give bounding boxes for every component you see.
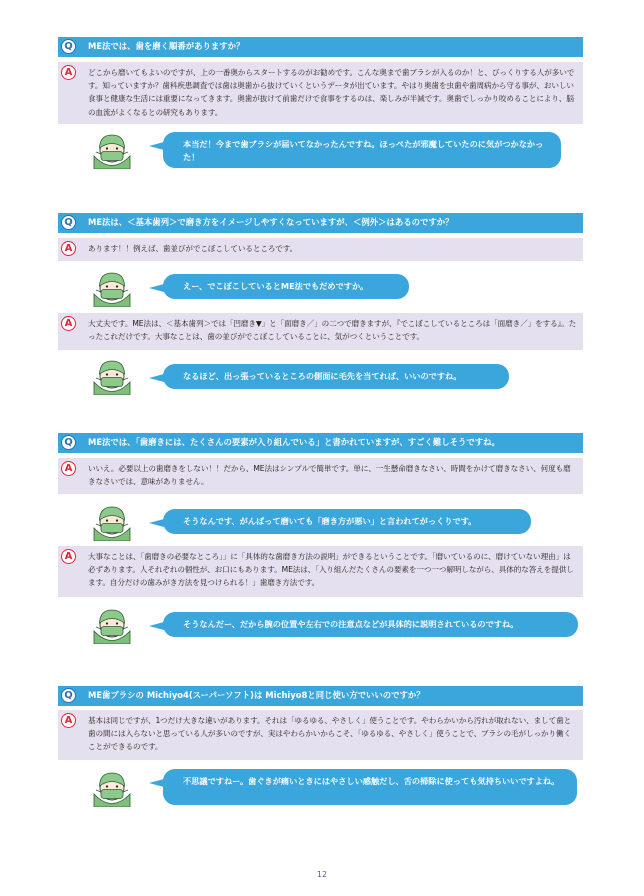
comment-text: 不思議ですねー。歯ぐきが痛いときにはやさしい感触だし、舌の掃除に使っても気持ちいいですよね。 <box>183 776 560 786</box>
question-bar <box>58 686 583 706</box>
speech-bubble <box>163 509 531 534</box>
dentist-avatar-icon <box>92 269 132 307</box>
a-badge-icon: A <box>61 65 76 80</box>
question-bar <box>58 213 583 233</box>
speech-bubble <box>163 132 561 168</box>
a-badge-icon: A <box>61 316 76 331</box>
question-text: ME法では、歯を磨く順番がありますか？ <box>88 41 245 51</box>
dentist-avatar-icon <box>92 357 132 395</box>
question-bar <box>58 37 583 57</box>
a-badge-icon: A <box>61 461 76 476</box>
comment-text: 本当だ！今まで歯ブラシが届いてなかったんですね。ほっぺたが邪魔していたのに気がつかなかった！ <box>183 139 544 162</box>
answer-box <box>58 238 583 261</box>
dentist-avatar-icon <box>92 503 132 541</box>
speech-bubble <box>163 364 509 389</box>
answer-text: いいえ。必要以上の歯磨きをしない！！だから、ME法はシンプルで簡単です。単に、一生懸命磨きなさい、時間をかけて磨きなさい、何度も磨きなさいでは、意味がありません。 <box>88 464 571 487</box>
dentist-avatar-icon <box>92 769 132 807</box>
answer-box <box>58 313 583 350</box>
question-bar <box>58 433 583 453</box>
answer-box <box>58 458 583 494</box>
page-number: 12 <box>316 870 328 879</box>
dentist-avatar-icon <box>92 606 132 644</box>
comment-text: えー、でこぼこしているとME法でもだめですか。 <box>183 281 369 291</box>
answer-text: どこから磨いてもよいのですが、上の一番奥からスタートするのがお勧めです。こんな奥まで歯ブラシが入るのか！と、びっくりする人が多いです。知っていますか？歯科疾患調査では歯は奥歯から抜けていくというデータが出ています。やはり奥歯を虫歯や歯周病から守る事が、おいしい食事と健康な生活には重要になってきます。奥歯が抜けて前歯だけで食事をするのは、楽しみが半減です。奥歯でしっかり咬めることにより、脳の血流がよくなるとの研究もあります。 <box>88 68 575 117</box>
a-badge-icon: A <box>61 713 76 728</box>
speech-bubble <box>163 612 578 637</box>
q-badge-icon: Q <box>61 39 76 54</box>
answer-box <box>58 62 583 124</box>
answer-text: 基本は同じですが、1つだけ大きな違いがあります。それは「ゆるゆる、やさしく」使うことです。やわらかいから汚れが取れない、まして歯と歯の間には入らないと思っている人が多いのですが、実はやわらかいからこそ、「ゆるゆる、やさしく」使うことで、ブラシの毛がしっかり働くことができるのです。 <box>88 716 572 752</box>
comment-text: そうなんです、がんばって磨いても「磨き方が悪い」と言われてがっくりです。 <box>183 516 477 526</box>
question-text: ME歯ブラシの Michiyo4(スーパーソフト)は Michiyo8と同じ使い方でいいのですか？ <box>88 690 425 700</box>
comment-text: なるほど、出っ張っているところの側面に毛先を当てれば、いいのですね。 <box>183 371 462 381</box>
a-badge-icon: A <box>61 549 76 564</box>
speech-bubble <box>163 274 409 299</box>
question-text: ME法では、「歯磨きには、たくさんの要素が入り組んでいる」と書かれていますが、すごく難しそうですね。 <box>88 437 500 447</box>
dentist-avatar-icon <box>92 131 132 169</box>
answer-text: 大丈夫です。ME法は、＜基本歯列＞では「凹磨き▼」と「面磨き／」の二つで磨きますが、『でこぼこしているところは「面磨き／」をする』。たったこれだけです。大事なことは、歯の並びがでこぼこしていることに、気がつくということです。 <box>88 319 577 342</box>
q-badge-icon: Q <box>61 688 76 703</box>
answer-box <box>58 546 583 597</box>
q-badge-icon: Q <box>61 215 76 230</box>
q-badge-icon: Q <box>61 435 76 450</box>
answer-box <box>58 710 583 760</box>
speech-bubble <box>163 769 577 805</box>
comment-text: そうなんだー、だから腕の位置や左右での注意点などが具体的に説明されているのですね。 <box>183 619 519 629</box>
answer-text: あります！！例えば、歯並びがでこぼこしているところです。 <box>88 244 298 253</box>
answer-text: 大事なことは、「歯磨きの必要なところ」」に「具体的な歯磨き方法の説明」ができるということです。「磨いているのに、磨けていない理由」は必ずあります。人それぞれの個性が、お口にもあります。ME法は、「入り組んだたくさんの要素を一つ一つ解明しながら、具体的な答えを提供します。自分だけの歯みがき方法を見つけられる！」歯磨き方法です。 <box>88 552 574 588</box>
a-badge-icon: A <box>61 241 76 256</box>
question-text: ME法は、＜基本歯列＞で磨き方をイメージしやすくなっていますが、＜例外＞はあるのですか？ <box>88 217 454 227</box>
